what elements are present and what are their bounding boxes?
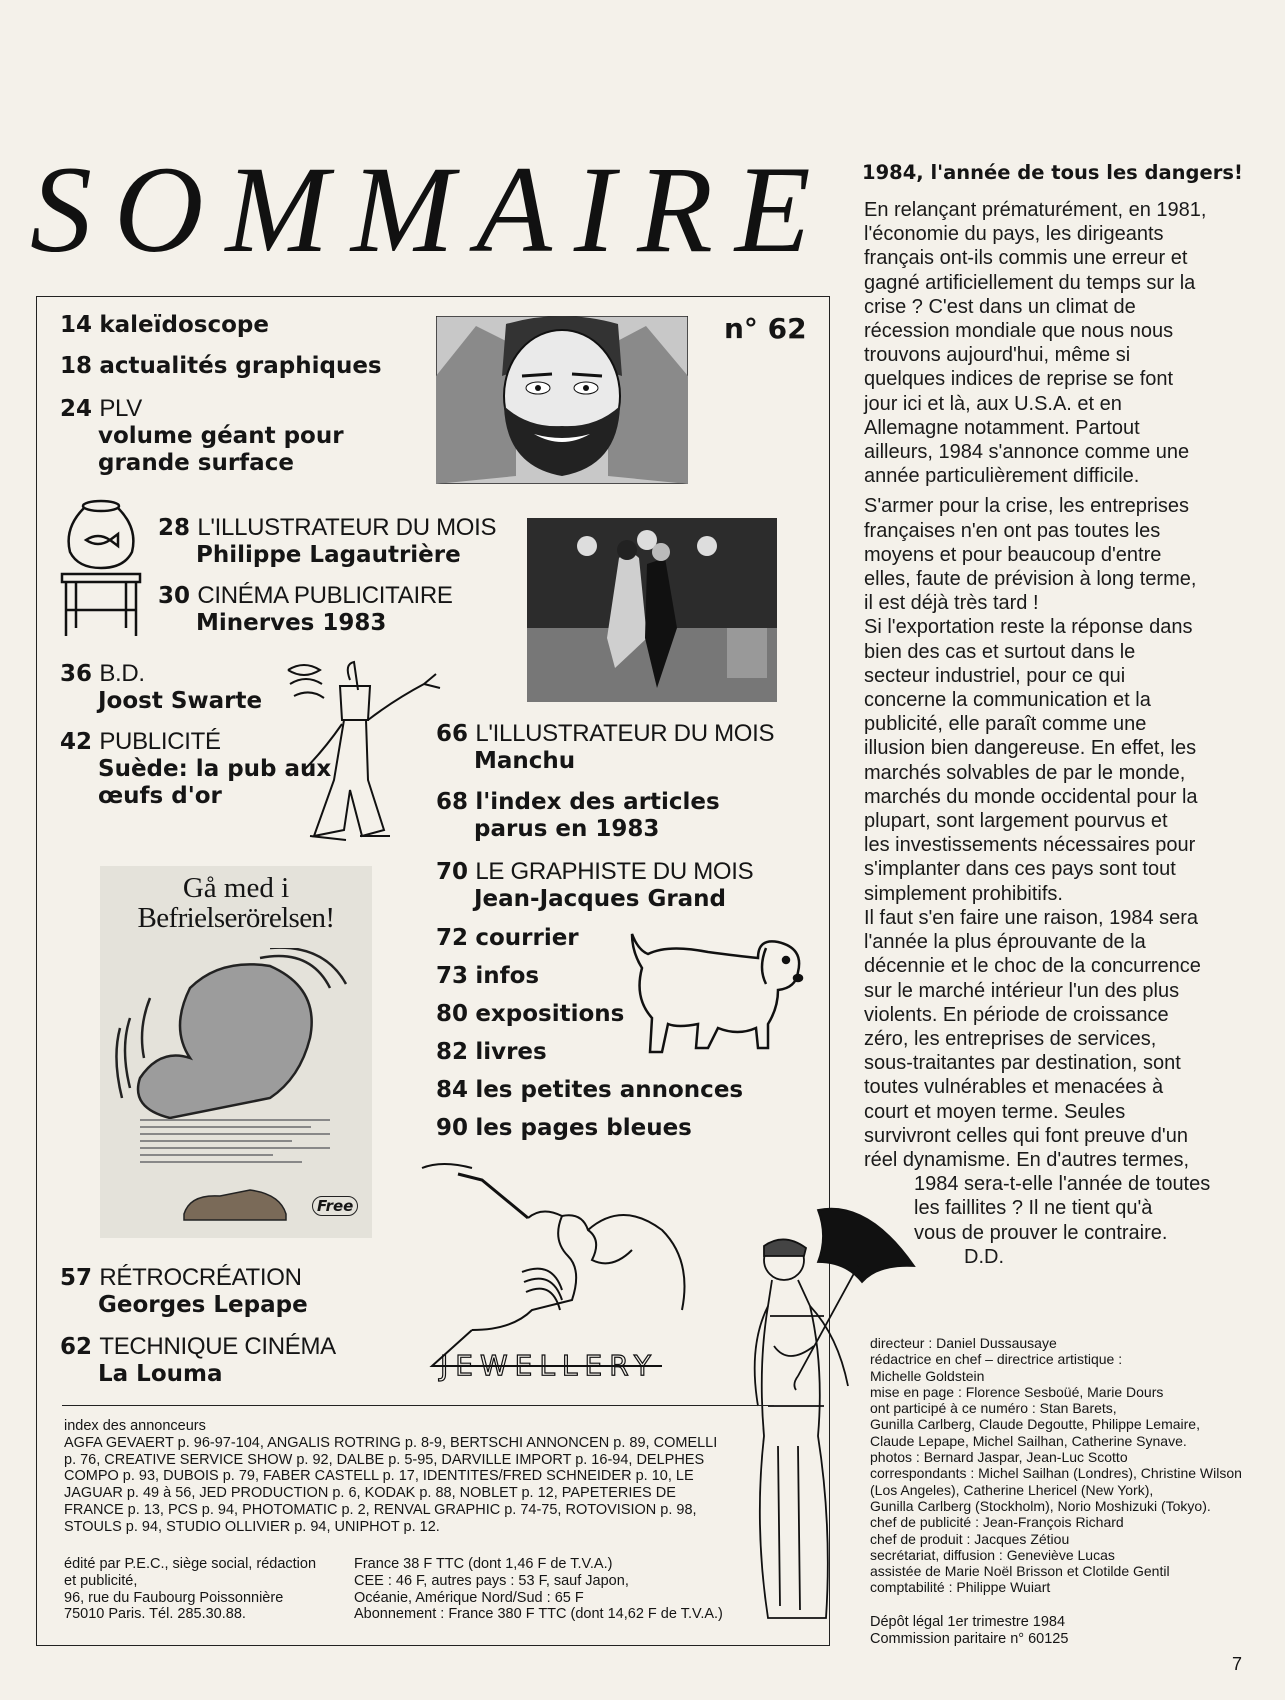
toc-page-number: 84 [436,1077,469,1103]
toc-subtitle: Georges Lepape [98,1292,308,1318]
toc-page-number: 62 [60,1334,93,1360]
editorial-line: français ont-ils commis une erreur et [864,247,1188,270]
editorial-line: l'année la plus éprouvante de la [864,931,1146,954]
toc-page-number: 28 [158,515,191,541]
editorial-line: récession mondiale que nous nous [864,320,1174,343]
editorial-line: les faillites ? Il ne tient qu'à [914,1197,1153,1220]
editorial-line: l'économie du pays, les dirigeants [864,223,1164,246]
editorial-paragraph [864,1172,1264,1245]
editorial-title: 1984, l'année de tous les dangers! [862,161,1243,184]
toc-infos[interactable] [436,963,539,990]
credit-line: chef de publicité : Jean-François Richard [870,1514,1124,1531]
credit-line: ont participé à ce numéro : Stan Barets, [870,1400,1117,1417]
editorial-line: quelques indices de reprise se font [864,368,1174,391]
poster-fineprint [140,1114,330,1168]
bearded-man-illustration [436,316,688,484]
credit-line: Gunilla Carlberg (Stockholm), Norio Moshizuki (Tokyo). [870,1497,1211,1514]
credit-line: chef de produit : Jacques Zétiou [870,1530,1070,1547]
poster-brand: Free [312,1196,358,1216]
toc-category: PLV [99,395,143,422]
publisher-line: et publicité, [64,1572,138,1589]
toc-subtitle: La Louma [98,1361,223,1387]
toc-page-number: 90 [436,1115,469,1141]
publisher-line: 96, rue du Faubourg Poissonnière [64,1589,284,1606]
publisher-line: 75010 Paris. Tél. 285.30.88. [64,1606,246,1623]
editorial-line: vous de prouver le contraire. [914,1221,1168,1244]
toc-category: L'ILLUSTRATEUR DU MOIS [197,514,497,541]
editorial-line: illusion bien dangereuse. En effet, les [864,737,1197,760]
annonceurs-line: FRANCE p. 13, PCS p. 94, PHOTOMATIC p. 2, RENVAL GRAPHIC p. 74-75, ROTOVISION p. 98, [64,1501,697,1518]
annonceurs-line: COMPO p. 93, DUBOIS p. 79, FABER CASTELL p. 17, IDENTITES/FRED SCHNEIDER p. 10, LE [64,1468,694,1485]
toc-page-number: 66 [436,721,469,747]
toc-page-number: 57 [60,1265,93,1291]
dance-photo [527,518,777,702]
credit-line: Michelle Goldstein [870,1367,985,1384]
editorial-line: bien des cas et surtout dans le [864,640,1136,663]
smoking-woman-illustration [412,1160,708,1380]
toc-illustrateur-66[interactable] [436,720,774,775]
editorial-line: ailleurs, 1984 s'annonce comme une [864,441,1190,464]
credit-line: assistée de Marie Noël Brisson et Clotilde Gentil [870,1563,1170,1580]
editorial-line: Allemagne notamment. Partout [864,416,1140,439]
toc-actualites[interactable] [60,353,382,380]
annonceurs-index [64,1418,724,1536]
editorial-line: simplement prohibitifs. [864,882,1063,905]
toc-page-number: 72 [436,925,469,951]
dog-illustration [628,928,804,1062]
annonceurs-heading: index des annonceurs [64,1418,206,1434]
publisher-info [64,1556,334,1623]
annonceurs-line: STOULS p. 94, STUDIO OLLIVIER p. 94, UNIPHOT p. 12. [64,1518,440,1535]
annonceurs-line: JAGUAR p. 49 à 56, JED PRODUCTION p. 6, KODAK p. 88, NOBLET p. 12, PAPETERIES DE [64,1485,676,1502]
toc-technique-cinema-62[interactable] [60,1333,336,1388]
toc-subtitle: Philippe Lagautrière [196,542,461,568]
toc-page-number: 24 [60,396,93,422]
editorial-line: crise ? C'est dans un climat de [864,295,1136,318]
editorial-line: sous-traitantes par destination, sont [864,1052,1181,1075]
editorial-line: décennie et le choc de la concurrence [864,955,1201,978]
editorial-line: secteur industriel, pour ce qui [864,664,1126,687]
legal-info [870,1614,1230,1648]
credit-line: (Los Angeles), Catherine Lhericel (New York), [870,1481,1154,1498]
toc-category: B.D. [99,660,145,687]
editorial-line: marchés du monde occidental pour la [864,785,1198,808]
poster-illustration [100,866,372,1238]
toc-page-number: 80 [436,1001,469,1027]
toc-publicite-42[interactable] [60,728,331,810]
editorial-line: plupart, sont largement pourvus et [864,810,1168,833]
editorial-line: publicité, elle paraît comme une [864,713,1147,736]
credit-line: comptabilité : Philippe Wuiart [870,1579,1051,1596]
editorial-line: toutes vulnérables et menacées à [864,1076,1164,1099]
credit-line: directeur : Daniel Dussausaye [870,1335,1057,1351]
toc-category: L'ILLUSTRATEUR DU MOIS [475,720,775,747]
toc-page-number: 68 [436,789,469,815]
toc-subtitle: parus en 1983 [474,816,660,842]
toc-category: CINÉMA PUBLICITAIRE [197,582,453,609]
price-line: CEE : 46 F, autres pays : 53 F, sauf Japon, [354,1572,629,1589]
publisher-line: édité par P.E.C., siège social, rédaction [64,1556,317,1572]
price-line: Abonnement : France 380 F TTC (dont 14,62 F de T.V.A.) [354,1606,723,1623]
price-line: France 38 F TTC (dont 1,46 F de T.V.A.) [354,1556,613,1572]
editorial-body [864,198,1264,1269]
toc-kaleidoscope[interactable] [60,312,269,339]
toc-cinema-30[interactable] [158,582,453,637]
toc-category: RÉTROCRÉATION [99,1264,302,1291]
editorial-line: gagné artificiellement du temps sur la [864,271,1196,294]
editorial-line: S'armer pour la crise, les entreprises [864,495,1190,518]
toc-retrocreation-57[interactable] [60,1264,308,1319]
toc-category: LE GRAPHISTE DU MOIS [475,858,754,885]
staff-credits [870,1335,1270,1596]
toc-page-number: 82 [436,1039,469,1065]
jewellery-wordmark: JEWELLERY [440,1349,658,1382]
editorial-paragraph [864,494,1264,1172]
credit-line: secrétariat, diffusion : Geneviève Lucas [870,1546,1115,1563]
editorial-line: 1984 sera-t-elle l'année de toutes [914,1173,1211,1196]
toc-title: l'index des articles [475,789,720,815]
toc-title: livres [475,1039,547,1065]
page-title: SOMMAIRE [30,141,833,278]
toc-petites-annonces[interactable] [436,1077,743,1104]
issue-number: n° 62 [724,312,807,345]
toc-subtitle: Manchu [474,748,576,774]
editorial-line: les investissements nécessaires pour [864,834,1196,857]
credit-line: correspondants : Michel Sailhan (Londres), Christine Wilson [870,1465,1242,1482]
editorial-line: Si l'exportation reste la réponse dans [864,616,1193,639]
toc-subtitle: Minerves 1983 [196,610,387,636]
price-info [354,1556,734,1623]
toc-page-number: 70 [436,859,469,885]
editorial-line: survivront celles qui font preuve d'un [864,1124,1188,1147]
toc-courrier[interactable] [436,925,579,952]
commission-paritaire: Commission paritaire n° 60125 [870,1630,1069,1647]
editorial-line: marchés solvables de par le monde, [864,761,1186,784]
toc-index-68[interactable] [436,789,720,843]
toc-title: actualités graphiques [99,353,382,379]
toc-title: les pages bleues [475,1115,692,1141]
toc-page-number: 36 [60,661,93,687]
toc-subtitle: grande surface [98,450,294,476]
toc-page-number: 30 [158,583,191,609]
toc-subtitle: Jean-Jacques Grand [474,886,727,912]
toc-subtitle: Suède: la pub aux [98,756,332,782]
editorial-line: violents. En période de croissance [864,1003,1169,1026]
toc-page-number: 14 [60,312,93,338]
toc-plv[interactable] [60,395,344,477]
credit-line: rédactrice en chef – directrice artistique : [870,1351,1123,1368]
toc-title: infos [475,963,540,989]
editorial-line: Il faut s'en faire une raison, 1984 sera [864,906,1199,929]
toc-subtitle: Joost Swarte [98,688,263,714]
editorial-line: françaises n'en ont pas toutes les [864,519,1161,542]
toc-page-number: 18 [60,353,93,379]
editorial-line: concerne la communication et la [864,689,1151,712]
poster-headline-1: Gå med i [182,872,290,904]
toc-bd-36[interactable] [60,660,262,715]
toc-title: courrier [475,925,579,951]
toc-title: les petites annonces [475,1077,744,1103]
editorial-line: moyens et pour beaucoup d'entre [864,543,1162,566]
credit-line: mise en page : Florence Sesboüé, Marie Dours [870,1383,1164,1400]
toc-illustrateur-28[interactable] [158,514,496,569]
fishbowl-illustration [58,498,144,640]
toc-livres[interactable] [436,1039,547,1066]
annonceurs-line: p. 76, CREATIVE SERVICE SHOW p. 92, DALBE p. 5-95, DARVILLE IMPORT p. 16-94, DELPHES [64,1451,705,1468]
editorial-line: sur le marché intérieur l'un des plus [864,979,1180,1002]
toc-category: TECHNIQUE CINÉMA [99,1333,336,1360]
editorial-line: En relançant prématurément, en 1981, [864,199,1207,221]
editorial-line: court et moyen terme. Seules [864,1100,1126,1123]
credit-line: Gunilla Carlberg, Claude Degoutte, Philippe Lemaire, [870,1416,1200,1433]
editorial-line: zéro, les entreprises de services, [864,1027,1157,1050]
credit-line: photos : Bernard Jaspar, Jean-Luc Scotto [870,1449,1128,1466]
editorial-line: il est déjà très tard ! [864,592,1039,615]
toc-subtitle: œufs d'or [98,783,222,809]
toc-page-number: 73 [436,963,469,989]
toc-subtitle: volume géant pour [98,423,344,449]
credit-line: Claude Lepape, Michel Sailhan, Catherine Synave. [870,1432,1187,1449]
toc-graphiste-70[interactable] [436,858,753,913]
editorial-paragraph [864,198,1264,488]
editorial-line: réel dynamisme. En d'autres termes, [864,1148,1190,1171]
editorial-line: s'implanter dans ces pays sont tout [864,858,1176,881]
toc-pages-bleues[interactable] [436,1115,692,1142]
price-line: Océanie, Amérique Nord/Sud : 65 F [354,1589,584,1606]
section-divider [62,1405,774,1406]
toc-title: kaleïdoscope [99,312,269,338]
toc-category: PUBLICITÉ [99,728,221,755]
toc-title: expositions [475,1001,625,1027]
poster-headline-2: Befrielserörelsen! [137,902,335,934]
toc-expositions[interactable] [436,1001,624,1028]
page-number: 7 [1232,1654,1243,1674]
editorial-signature: D.D. [964,1245,1004,1268]
editorial-line: jour ici et là, aux U.S.A. et en [864,392,1122,415]
shoe-icon [180,1184,290,1224]
editorial-line: année particulièrement difficile. [864,465,1140,488]
annonceurs-line: AGFA GEVAERT p. 96-97-104, ANGALIS ROTRING p. 8-9, BERTSCHI ANNONCEN p. 89, COMELLI [64,1434,718,1451]
editorial-line: elles, faute de prévision à long terme, [864,568,1197,591]
depot-legal: Dépôt légal 1er trimestre 1984 [870,1614,1066,1630]
toc-page-number: 42 [60,729,93,755]
editorial-line: trouvons aujourd'hui, même si [864,344,1131,367]
